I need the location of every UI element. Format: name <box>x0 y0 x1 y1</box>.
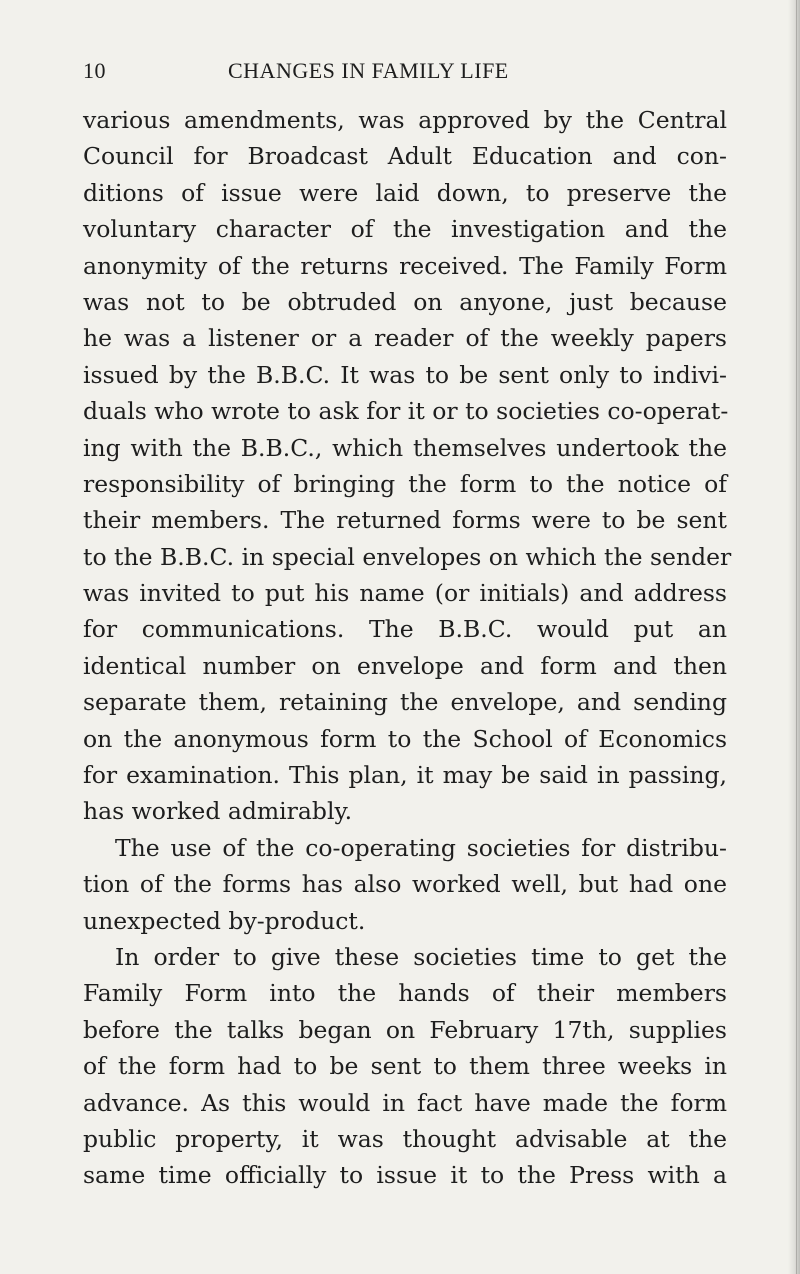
text-line: unexpected by-product. <box>83 906 366 935</box>
text-line: ditions of issue were laid down, to preserve the <box>83 178 727 207</box>
text-line: responsibility of bringing the form to the notice of <box>83 469 727 498</box>
text-line: tion of the forms has also worked well, but had one <box>83 870 727 899</box>
text-line: of the form had to be sent to them three weeks in <box>83 1052 727 1081</box>
text-line: was invited to put his name (or initials) and address <box>83 579 727 608</box>
text-line: anonymity of the returns received. The Family Form <box>83 251 727 280</box>
text-line: The use of the co-operating societies for distribu- <box>115 833 727 862</box>
text-line: ing with the B.B.C., which themselves undertook the <box>83 433 727 462</box>
text-line: Council for Broadcast Adult Education and con- <box>83 142 727 171</box>
text-line: he was a listener or a reader of the weekly papers <box>83 324 727 353</box>
text-line: before the talks began on February 17th, supplies <box>83 1015 727 1044</box>
text-line: on the anonymous form to the School of Economics <box>83 724 727 753</box>
text-line: same time officially to issue it to the Press with a <box>83 1161 727 1190</box>
text-line: voluntary character of the investigation and the <box>83 215 727 244</box>
text-line: was not to be obtruded on anyone, just because <box>83 287 727 316</box>
text-line: for examination. This plan, it may be said in passing, <box>83 761 727 790</box>
text-line: Family Form into the hands of their members <box>83 979 727 1008</box>
text-line: has worked admirably. <box>83 797 353 826</box>
text-line: duals who wrote to ask for it or to societies co-operat- <box>83 397 729 426</box>
running-title: CHANGES IN FAMILY LIFE <box>228 58 509 83</box>
text-line: public property, it was thought advisable at the <box>83 1124 727 1153</box>
text-line: for communications. The B.B.C. would put an <box>83 615 727 644</box>
text-line: to the B.B.C. in special envelopes on which the sender <box>83 542 732 571</box>
page-edge-shadow <box>788 0 800 1274</box>
text-line: issued by the B.B.C. It was to be sent only to indivi- <box>83 360 727 389</box>
text-line: In order to give these societies time to get the <box>115 942 727 971</box>
text-line: various amendments, was approved by the Central <box>83 106 727 134</box>
page-number: 10 <box>83 58 106 83</box>
text-line: identical number on envelope and form and then <box>83 651 727 680</box>
text-line: their members. The returned forms were to be sent <box>83 506 727 535</box>
running-head <box>83 58 723 90</box>
text-line: advance. As this would in fact have made the form <box>83 1088 727 1117</box>
page-edge-line <box>796 0 797 1274</box>
body-text <box>83 102 732 1194</box>
text-line: separate them, retaining the envelope, and sending <box>83 688 727 717</box>
